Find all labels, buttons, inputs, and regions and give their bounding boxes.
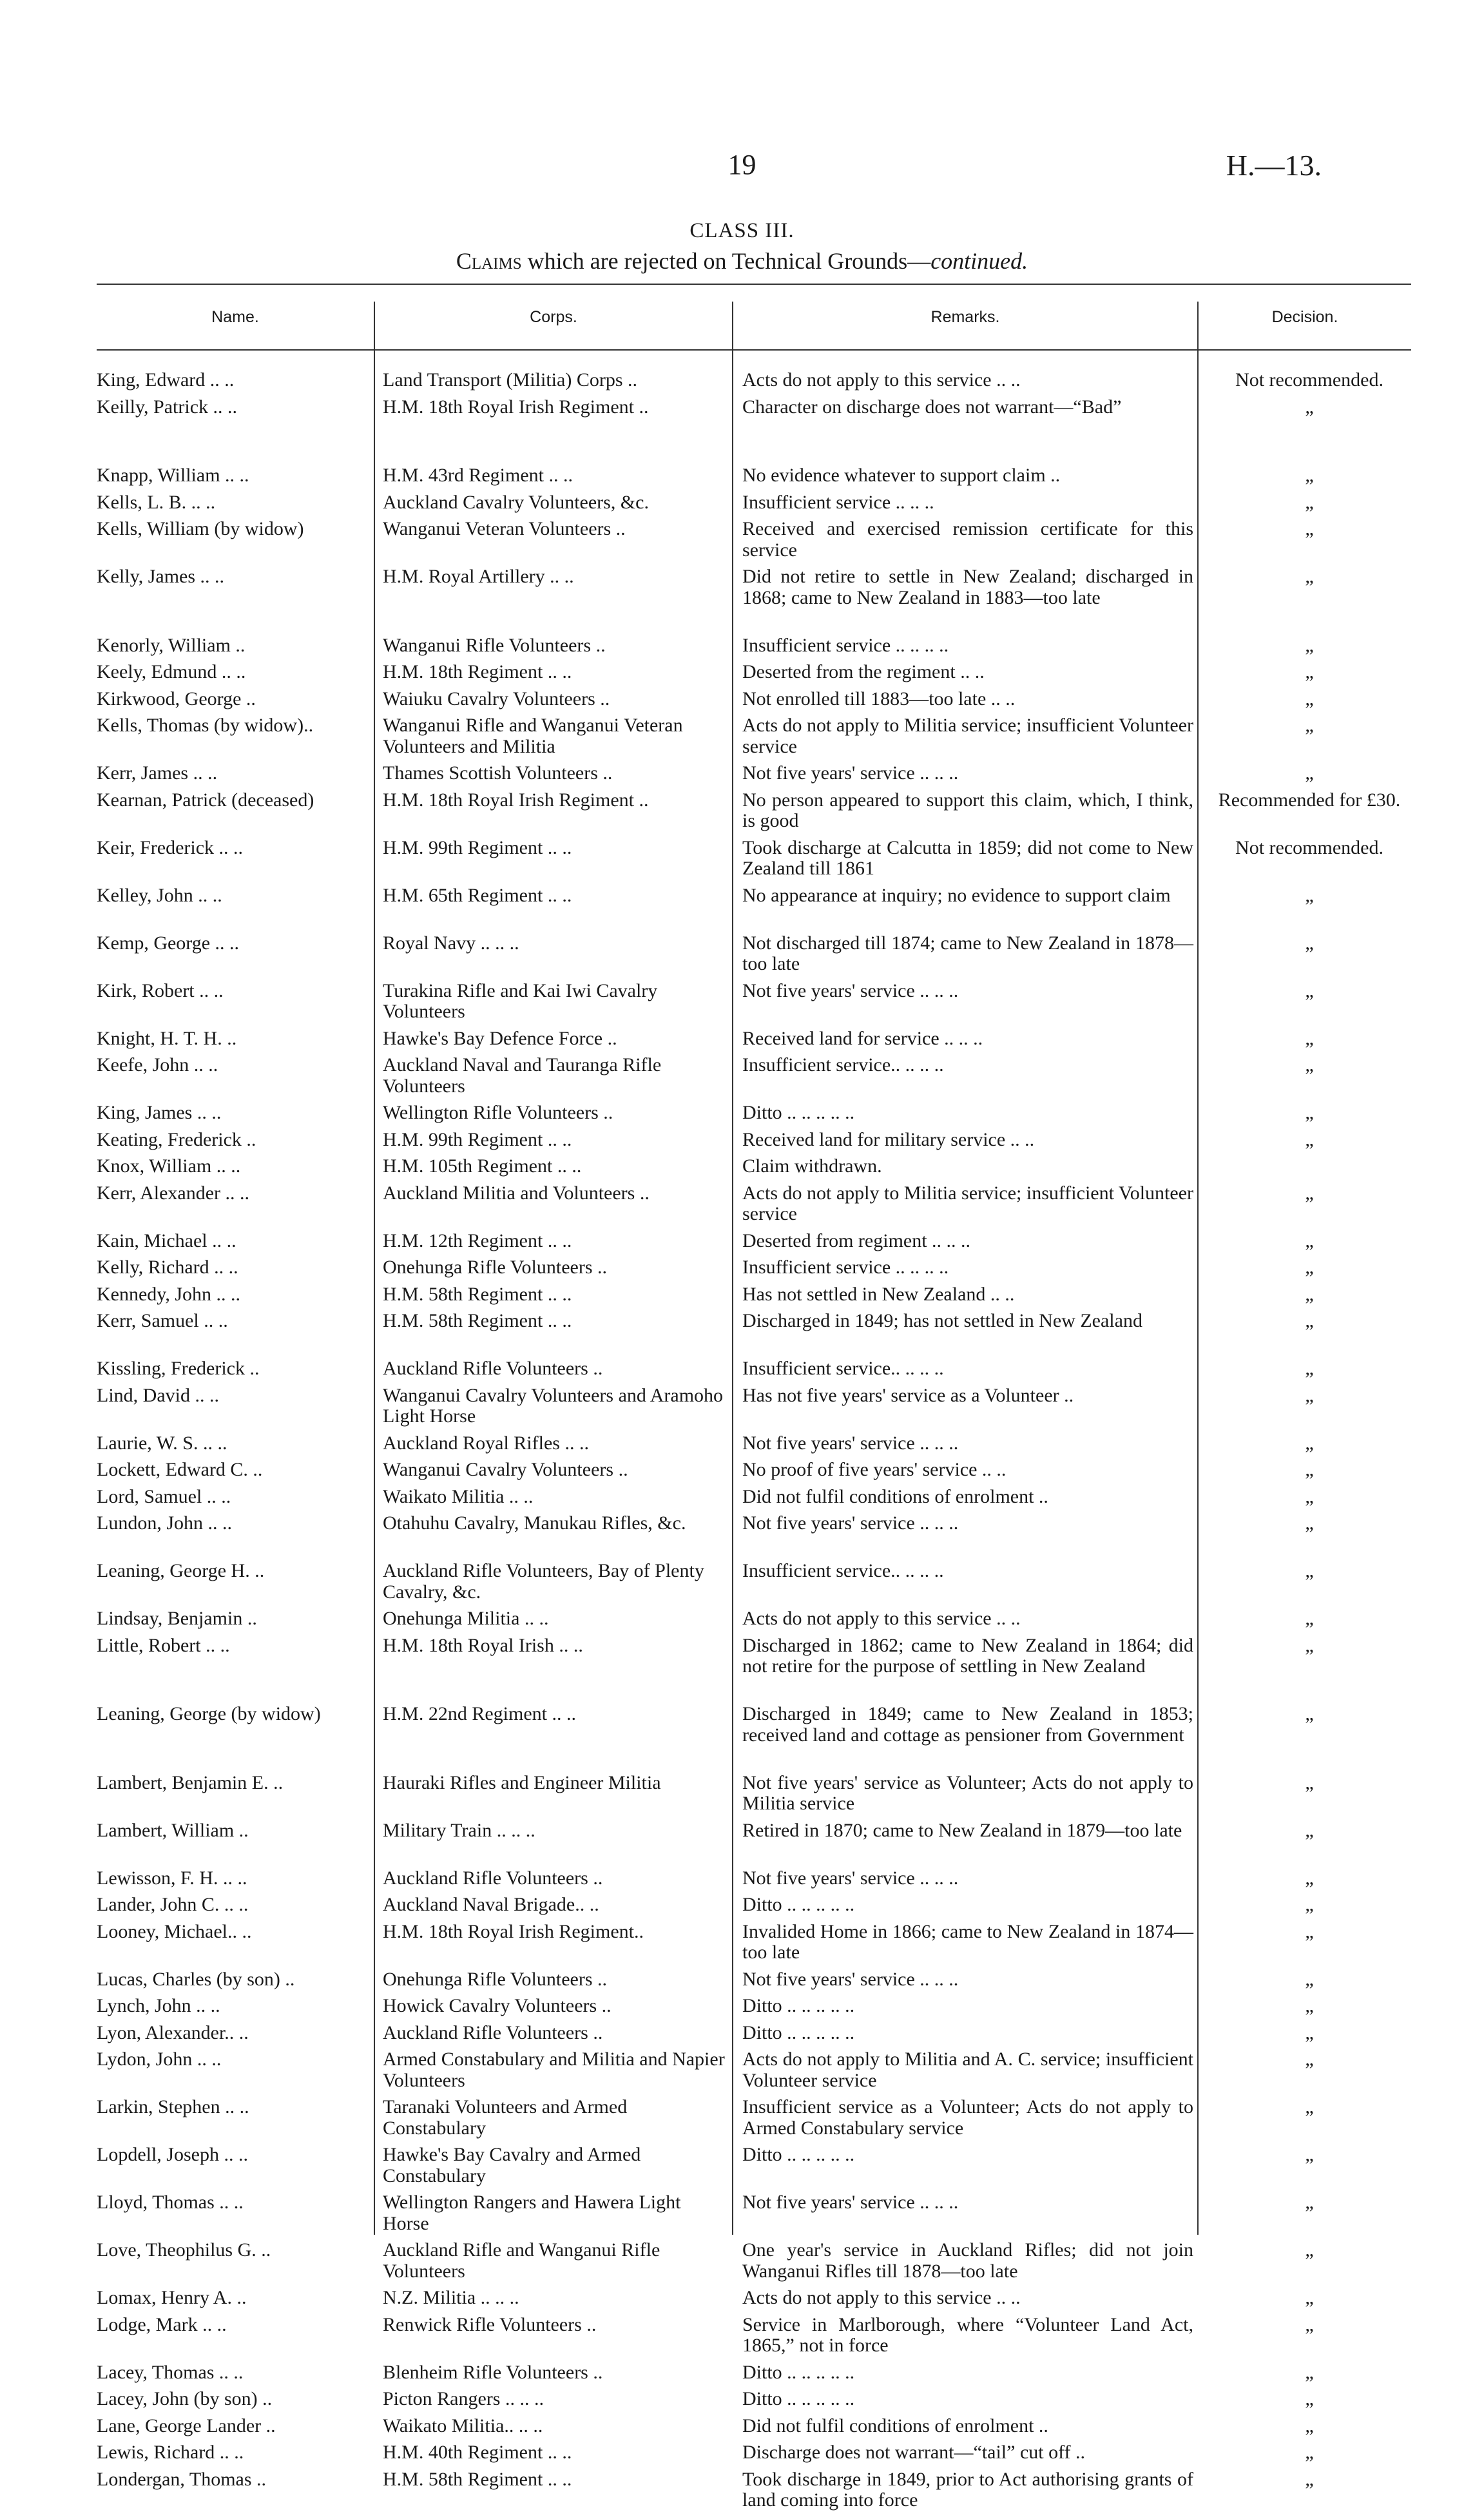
corps-name: Renwick Rifle Volunteers ..: [383, 2313, 597, 2335]
remarks-text: Not five years' service .. .. ..: [742, 1968, 959, 1990]
remarks-text: Invalided Home in 1866; came to New Zealand in 1874—too late: [742, 1920, 1193, 1963]
table-row: [97, 885, 1411, 933]
corps-name: Wanganui Cavalry Volunteers ..: [383, 1459, 628, 1480]
corps-name: Armed Constabulary and Militia and Napier Volunteers: [383, 2049, 725, 2091]
remarks-text: Acts do not apply to Militia service; insufficient Volunteer service: [742, 1182, 1193, 1224]
corps-name: Wellington Rifle Volunteers ..: [383, 1102, 613, 1123]
table-row: [97, 1773, 1411, 1820]
table-row: [97, 1028, 1411, 1056]
decision-text: „: [1305, 2049, 1314, 2070]
claimant-name: Kells, L. B. .. ..: [97, 491, 216, 513]
corps-name: H.M. 18th Royal Irish Regiment..: [383, 1920, 644, 1942]
decision-text: „: [1305, 688, 1314, 709]
claimant-name: Laurie, W. S. .. ..: [97, 1432, 227, 1454]
table-row: [97, 1311, 1411, 1358]
class-title: CLASS III.: [689, 219, 795, 242]
corps-name: Auckland Rifle Volunteers, Bay of Plenty Cavalry, &c.: [383, 1560, 704, 1603]
claimant-name: Lomax, Henry A. ..: [97, 2287, 247, 2308]
decision-text: „: [1305, 2239, 1314, 2261]
table-row: [97, 790, 1411, 838]
table-subtitle: [0, 247, 1484, 275]
corps-name: Auckland Cavalry Volunteers, &c.: [383, 491, 649, 513]
remarks-text: Ditto .. .. .. .. ..: [742, 2361, 855, 2383]
table-row: [97, 838, 1411, 885]
corps-name: Taranaki Volunteers and Armed Constabulary: [383, 2096, 628, 2139]
remarks-text: Not five years' service .. .. ..: [742, 762, 959, 784]
corps-name: Royal Navy .. .. ..: [383, 932, 519, 954]
table-row: [97, 1513, 1411, 1561]
claimant-name: Lydon, John .. ..: [97, 2049, 222, 2070]
table-row: [97, 1820, 1411, 1868]
corps-name: Turakina Rifle and Kai Iwi Cavalry Volunteers: [383, 979, 658, 1022]
claimant-name: Kemp, George .. ..: [97, 932, 240, 954]
decision-text: „: [1305, 2287, 1314, 2308]
subtitle-main: which are rejected on Technical Grounds—: [521, 248, 931, 274]
remarks-text: Retired in 1870; came to New Zealand in 1879—too late: [742, 1819, 1182, 1841]
remarks-text: Deserted from regiment .. .. ..: [742, 1230, 971, 1251]
table-row: [97, 397, 1411, 466]
corps-name: Waiuku Cavalry Volunteers ..: [383, 688, 610, 709]
corps-name: H.M. 58th Regiment .. ..: [383, 2468, 572, 2490]
decision-text: „: [1305, 715, 1314, 736]
table-row: [97, 1608, 1411, 1635]
remarks-text: Received land for service .. .. ..: [742, 1027, 983, 1049]
remarks-text: Insufficient service as a Volunteer; Acts do not apply to Armed Constabulary service: [742, 2096, 1193, 2139]
subtitle-continued: continued.: [930, 248, 1028, 274]
table-row: [97, 1103, 1411, 1130]
table-row: [97, 1635, 1411, 1704]
claimant-name: Kenorly, William ..: [97, 634, 246, 656]
table-row: [97, 566, 1411, 635]
decision-text: „: [1305, 2313, 1314, 2335]
corps-name: Hauraki Rifles and Engineer Militia: [383, 1771, 661, 1793]
remarks-text: Discharge does not warrant—“tail” cut off ..: [742, 2442, 1086, 2463]
claimant-name: Lacey, John (by son) ..: [97, 2388, 273, 2409]
corps-name: Picton Rangers .. .. ..: [383, 2388, 544, 2409]
table-row: [97, 2145, 1411, 2192]
table-row: [97, 763, 1411, 790]
remarks-text: Took discharge in 1849, prior to Act authorising grants of land coming into force: [742, 2468, 1193, 2511]
decision-text: „: [1305, 884, 1314, 906]
corps-name: Onehunga Rifle Volunteers ..: [383, 1257, 608, 1278]
remarks-text: Ditto .. .. .. .. ..: [742, 2021, 855, 2043]
remarks-text: Discharged in 1849; came to New Zealand in 1853; received land and cottage as pensioner from Government: [742, 1703, 1193, 1746]
claimant-name: Lander, John C. .. ..: [97, 1894, 249, 1915]
remarks-text: Discharged in 1849; has not settled in New Zealand: [742, 1310, 1142, 1331]
decision-text: „: [1305, 2361, 1314, 2383]
corps-name: Howick Cavalry Volunteers ..: [383, 1995, 612, 2016]
remarks-text: No appearance at inquiry; no evidence to support claim: [742, 884, 1171, 906]
corps-name: Onehunga Militia .. ..: [383, 1608, 549, 1629]
claimant-name: Lynch, John .. ..: [97, 1995, 220, 2016]
claims-table: [97, 284, 1411, 2511]
decision-text: „: [1305, 2388, 1314, 2409]
decision-text: „: [1305, 1054, 1314, 1075]
remarks-text: Ditto .. .. .. .. ..: [742, 2144, 855, 2165]
remarks-text: No proof of five years' service .. ..: [742, 1459, 1007, 1480]
remarks-text: Character on discharge does not warrant—“Bad”: [742, 396, 1122, 418]
claimant-name: Looney, Michael.. ..: [97, 1920, 252, 1942]
claimant-name: Kells, Thomas (by widow)..: [97, 715, 314, 736]
table-row: [97, 2023, 1411, 2050]
claimant-name: Little, Robert .. ..: [97, 1634, 230, 1656]
decision-text: Not recommended.: [1235, 836, 1383, 858]
remarks-text: Not five years' service .. .. ..: [742, 979, 959, 1001]
corps-name: Auckland Naval and Tauranga Rifle Volunteers: [383, 1054, 662, 1097]
claimant-name: Lundon, John .. ..: [97, 1512, 232, 1534]
corps-name: H.M. Royal Artillery .. ..: [383, 566, 574, 587]
table-top-rule: [97, 284, 1411, 285]
claimant-name: Lopdell, Joseph .. ..: [97, 2144, 248, 2165]
claimant-name: Lambert, William ..: [97, 1819, 249, 1841]
remarks-text: Deserted from the regiment .. ..: [742, 661, 985, 682]
claimant-name: Lacey, Thomas .. ..: [97, 2361, 244, 2383]
decision-text: Not recommended.: [1235, 369, 1383, 391]
table-row: [97, 1433, 1411, 1460]
remarks-text: Insufficient service .. .. ..: [742, 491, 934, 513]
decision-text: „: [1305, 1027, 1314, 1049]
remarks-text: Acts do not apply to this service .. ..: [742, 369, 1021, 391]
decision-text: „: [1305, 1102, 1314, 1123]
claimant-name: Kearnan, Patrick (deceased): [97, 789, 314, 811]
remarks-text: Service in Marlborough, where “Volunteer Land Act, 1865,” not in force: [742, 2313, 1193, 2356]
decision-text: „: [1305, 634, 1314, 656]
claimant-name: Kirkwood, George ..: [97, 688, 256, 709]
corps-name: Auckland Rifle Volunteers ..: [383, 1358, 603, 1379]
remarks-text: Insufficient service .. .. .. ..: [742, 1257, 949, 1278]
remarks-text: Discharged in 1862; came to New Zealand in 1864; did not retire for the purpose of settling in New Zealand: [742, 1634, 1193, 1677]
claimant-name: Knight, H. T. H. ..: [97, 1027, 237, 1049]
corps-name: Waikato Militia.. .. ..: [383, 2415, 543, 2436]
table-row: [97, 1460, 1411, 1487]
claimant-name: Kerr, James .. ..: [97, 762, 218, 784]
claimant-name: Keilly, Patrick .. ..: [97, 396, 238, 418]
table-row: [97, 2049, 1411, 2097]
decision-text: „: [1305, 762, 1314, 784]
decision-text: „: [1305, 979, 1314, 1001]
header-decision: Decision.: [1271, 308, 1338, 326]
remarks-text: Ditto .. .. .. .. ..: [742, 1995, 855, 2016]
remarks-text: Insufficient service.. .. .. ..: [742, 1560, 944, 1581]
corps-name: H.M. 99th Regiment .. ..: [383, 836, 572, 858]
header-remarks: Remarks.: [930, 308, 1000, 326]
claimant-name: Kells, William (by widow): [97, 518, 304, 539]
decision-text: „: [1305, 1634, 1314, 1656]
claimant-name: Lind, David .. ..: [97, 1384, 219, 1406]
table-row: [97, 635, 1411, 662]
remarks-text: Acts do not apply to this service .. ..: [742, 2287, 1021, 2308]
table-row: [97, 1996, 1411, 2023]
corps-name: H.M. 22nd Regiment .. ..: [383, 1703, 576, 1724]
claimant-name: Lockett, Edward C. ..: [97, 1459, 263, 1480]
remarks-text: Claim withdrawn.: [742, 1155, 882, 1177]
decision-text: „: [1305, 1128, 1314, 1150]
corps-name: Otahuhu Cavalry, Manukau Rifles, &c.: [383, 1512, 686, 1534]
table-row: [97, 1130, 1411, 1157]
remarks-text: Has not settled in New Zealand .. ..: [742, 1283, 1015, 1305]
decision-text: „: [1305, 491, 1314, 513]
header-name: Name.: [211, 308, 259, 326]
table-row: [97, 1561, 1411, 1608]
table-row: [97, 662, 1411, 689]
table-body: [97, 370, 1411, 2517]
claimant-name: Keely, Edmund .. ..: [97, 661, 246, 682]
claimant-name: Kirk, Robert .. ..: [97, 979, 224, 1001]
decision-text: „: [1305, 396, 1314, 418]
corps-name: Wanganui Veteran Volunteers ..: [383, 518, 626, 539]
corps-name: Hawke's Bay Cavalry and Armed Constabulary: [383, 2144, 641, 2186]
decision-text: „: [1305, 518, 1314, 539]
corps-name: Auckland Militia and Volunteers ..: [383, 1182, 650, 1204]
table-row: [97, 2442, 1411, 2469]
claimant-name: Kelley, John .. ..: [97, 884, 222, 906]
decision-text: „: [1305, 1920, 1314, 1942]
remarks-text: Did not fulfil conditions of enrolment ..: [742, 1485, 1048, 1507]
table-row: [97, 2097, 1411, 2145]
claimant-name: King, James .. ..: [97, 1102, 222, 1123]
remarks-text: Received and exercised remission certificate for this service: [742, 518, 1193, 561]
claimant-name: Larkin, Stephen .. ..: [97, 2096, 249, 2117]
claimant-name: Lord, Samuel .. ..: [97, 1485, 231, 1507]
table-row: [97, 492, 1411, 519]
table-row: [97, 2469, 1411, 2517]
decision-text: „: [1305, 1432, 1314, 1454]
decision-text: „: [1305, 1608, 1314, 1629]
corps-name: H.M. 58th Regiment .. ..: [383, 1283, 572, 1305]
decision-text: „: [1305, 1819, 1314, 1841]
decision-text: „: [1305, 2144, 1314, 2165]
corps-name: H.M. 105th Regiment .. ..: [383, 1155, 582, 1177]
decision-text: „: [1305, 1310, 1314, 1331]
remarks-text: Acts do not apply to this service .. ..: [742, 1608, 1021, 1629]
remarks-text: One year's service in Auckland Rifles; did not join Wanganui Rifles till 1878—too late: [742, 2239, 1193, 2282]
remarks-text: Not enrolled till 1883—too late .. ..: [742, 688, 1016, 709]
corps-name: Wanganui Rifle and Wanganui Veteran Volunteers and Militia: [383, 715, 683, 757]
remarks-text: No person appeared to support this claim, which, I think, is good: [742, 789, 1193, 831]
remarks-text: Insufficient service.. .. .. ..: [742, 1358, 944, 1379]
decision-text: „: [1305, 1771, 1314, 1793]
remarks-text: Not discharged till 1874; came to New Zealand in 1878—too late: [742, 932, 1193, 974]
corps-name: Auckland Rifle Volunteers ..: [383, 1867, 603, 1889]
remarks-text: Not five years' service .. .. ..: [742, 2192, 959, 2213]
corps-name: Military Train .. .. ..: [383, 1819, 535, 1841]
table-row: [97, 933, 1411, 981]
decision-text: „: [1305, 1459, 1314, 1480]
table-row: [97, 1231, 1411, 1258]
decision-text: „: [1305, 2096, 1314, 2117]
corps-name: Auckland Rifle Volunteers ..: [383, 2021, 603, 2043]
corps-name: H.M. 18th Regiment .. ..: [383, 661, 572, 682]
subtitle-claims: Claims: [456, 248, 522, 274]
decision-text: „: [1305, 661, 1314, 682]
table-row: [97, 2389, 1411, 2416]
table-row: [97, 2240, 1411, 2288]
claimant-name: Knox, William .. ..: [97, 1155, 241, 1177]
table-row: [97, 715, 1411, 763]
decision-text: „: [1305, 2021, 1314, 2043]
claimant-name: Kennedy, John .. ..: [97, 1283, 241, 1305]
table-row: [97, 981, 1411, 1028]
table-row: [97, 1487, 1411, 1514]
remarks-text: Acts do not apply to Militia service; insufficient Volunteer service: [742, 715, 1193, 757]
decision-text: „: [1305, 1384, 1314, 1406]
decision-text: Recommended for £30.: [1218, 789, 1401, 811]
decision-text: „: [1305, 1283, 1314, 1305]
decision-text: „: [1305, 2415, 1314, 2436]
claimant-name: Londergan, Thomas ..: [97, 2468, 267, 2490]
decision-text: „: [1305, 1995, 1314, 2016]
table-row: [97, 1969, 1411, 1996]
table-row: [97, 370, 1411, 397]
corps-name: H.M. 58th Regiment .. ..: [383, 1310, 572, 1331]
remarks-text: Received land for military service .. ..: [742, 1128, 1035, 1150]
corps-name: H.M. 40th Regiment .. ..: [383, 2442, 572, 2463]
corps-name: Hawke's Bay Defence Force ..: [383, 1027, 617, 1049]
claimant-name: Kerr, Alexander .. ..: [97, 1182, 250, 1204]
corps-name: H.M. 18th Royal Irish Regiment ..: [383, 396, 649, 418]
table-row: [97, 519, 1411, 566]
table-row: [97, 689, 1411, 716]
claimant-name: Lodge, Mark .. ..: [97, 2313, 227, 2335]
remarks-text: Not five years' service .. .. ..: [742, 1512, 959, 1534]
corps-name: Blenheim Rifle Volunteers ..: [383, 2361, 603, 2383]
table-row: [97, 1358, 1411, 1385]
claimant-name: Lambert, Benjamin E. ..: [97, 1771, 284, 1793]
claimant-name: Lucas, Charles (by son) ..: [97, 1968, 295, 1990]
corps-name: N.Z. Militia .. .. ..: [383, 2287, 519, 2308]
document-id: H.—13.: [1226, 149, 1322, 182]
decision-text: „: [1305, 1230, 1314, 1251]
table-row: [97, 2192, 1411, 2240]
remarks-text: Not five years' service .. .. ..: [742, 1867, 959, 1889]
table-row: [97, 1156, 1411, 1183]
decision-text: „: [1305, 1182, 1314, 1204]
remarks-text: Took discharge at Calcutta in 1859; did not come to New Zealand till 1861: [742, 836, 1193, 879]
table-row: [97, 465, 1411, 492]
table-row: [97, 1895, 1411, 1922]
decision-text: „: [1305, 1867, 1314, 1889]
corps-name: Auckland Naval Brigade.. ..: [383, 1894, 599, 1915]
claimant-name: Kain, Michael .. ..: [97, 1230, 236, 1251]
corps-name: Auckland Royal Rifles .. ..: [383, 1432, 589, 1454]
claimant-name: Lewisson, F. H. .. ..: [97, 1867, 247, 1889]
table-row: [97, 1257, 1411, 1284]
claimant-name: Leaning, George H. ..: [97, 1560, 265, 1581]
claimant-name: Keating, Frederick ..: [97, 1128, 256, 1150]
remarks-text: Not five years' service .. .. ..: [742, 1432, 959, 1454]
remarks-text: Not five years' service as Volunteer; Acts do not apply to Militia service: [742, 1771, 1193, 1814]
corps-name: H.M. 12th Regiment .. ..: [383, 1230, 572, 1251]
decision-text: „: [1305, 1894, 1314, 1915]
table-row: [97, 1922, 1411, 1969]
remarks-text: Ditto .. .. .. .. ..: [742, 2388, 855, 2409]
corps-name: H.M. 65th Regiment .. ..: [383, 884, 572, 906]
remarks-text: Has not five years' service as a Volunteer ..: [742, 1384, 1074, 1406]
claimant-name: Lane, George Lander ..: [97, 2415, 276, 2436]
decision-text: „: [1305, 2192, 1314, 2213]
claimant-name: King, Edward .. ..: [97, 369, 235, 391]
table-row: [97, 2315, 1411, 2362]
remarks-text: Did not retire to settle in New Zealand; discharged in 1868; came to New Zealand in 1883—too late: [742, 566, 1193, 608]
claimant-name: Keefe, John .. ..: [97, 1054, 218, 1075]
remarks-text: Insufficient service.. .. .. ..: [742, 1054, 944, 1075]
table-row: [97, 1704, 1411, 1773]
table-row: [97, 2288, 1411, 2315]
corps-name: H.M. 43rd Regiment .. ..: [383, 465, 573, 486]
decision-text: „: [1305, 465, 1314, 486]
claimant-name: Lloyd, Thomas .. ..: [97, 2192, 244, 2213]
table-row: [97, 2416, 1411, 2443]
claimant-name: Lyon, Alexander.. ..: [97, 2021, 249, 2043]
table-row: [97, 1055, 1411, 1103]
decision-text: „: [1305, 1485, 1314, 1507]
decision-text: „: [1305, 932, 1314, 954]
claimant-name: Lindsay, Benjamin ..: [97, 1608, 257, 1629]
decision-text: „: [1305, 1560, 1314, 1581]
claimant-name: Kissling, Frederick ..: [97, 1358, 260, 1379]
claimant-name: Kelly, Richard .. ..: [97, 1257, 238, 1278]
remarks-text: Acts do not apply to Militia and A. C. service; insufficient Volunteer service: [742, 2049, 1193, 2091]
decision-text: „: [1305, 2442, 1314, 2463]
decision-text: „: [1305, 1512, 1314, 1534]
claimant-name: Keir, Frederick .. ..: [97, 836, 244, 858]
decision-text: „: [1305, 1703, 1314, 1724]
table-header-rule: [97, 349, 1411, 351]
corps-name: H.M. 99th Regiment .. ..: [383, 1128, 572, 1150]
corps-name: Wellington Rangers and Hawera Light Horse: [383, 2192, 681, 2234]
table-row: [97, 1868, 1411, 1895]
remarks-text: No evidence whatever to support claim ..: [742, 465, 1061, 486]
header-corps: Corps.: [530, 308, 577, 326]
remarks-text: Did not fulfil conditions of enrolment ..: [742, 2415, 1048, 2436]
corps-name: Onehunga Rifle Volunteers ..: [383, 1968, 608, 1990]
page-number: 19: [728, 149, 756, 180]
remarks-text: Insufficient service .. .. .. ..: [742, 634, 949, 656]
corps-name: Land Transport (Militia) Corps ..: [383, 369, 637, 391]
corps-name: Auckland Rifle and Wanganui Rifle Volunteers: [383, 2239, 660, 2282]
corps-name: Waikato Militia .. ..: [383, 1485, 534, 1507]
claimant-name: Kelly, James .. ..: [97, 566, 225, 587]
claimant-name: Lewis, Richard .. ..: [97, 2442, 244, 2463]
decision-text: „: [1305, 1257, 1314, 1278]
table-row: [97, 2362, 1411, 2389]
decision-text: „: [1305, 1968, 1314, 1990]
decision-text: „: [1305, 2468, 1314, 2490]
decision-text: „: [1305, 1358, 1314, 1379]
corps-name: H.M. 18th Royal Irish Regiment ..: [383, 789, 649, 811]
claimant-name: Knapp, William .. ..: [97, 465, 249, 486]
table-row: [97, 1385, 1411, 1433]
table-row: [97, 1183, 1411, 1231]
remarks-text: Ditto .. .. .. .. ..: [742, 1102, 855, 1123]
remarks-text: Ditto .. .. .. .. ..: [742, 1894, 855, 1915]
corps-name: H.M. 18th Royal Irish .. ..: [383, 1634, 583, 1656]
corps-name: Thames Scottish Volunteers ..: [383, 762, 613, 784]
claimant-name: Love, Theophilus G. ..: [97, 2239, 271, 2261]
table-row: [97, 1284, 1411, 1311]
claimant-name: Kerr, Samuel .. ..: [97, 1310, 228, 1331]
corps-name: Wanganui Cavalry Volunteers and Aramoho Light Horse: [383, 1384, 724, 1427]
claimant-name: Leaning, George (by widow): [97, 1703, 321, 1724]
corps-name: Wanganui Rifle Volunteers ..: [383, 634, 606, 656]
decision-text: „: [1305, 566, 1314, 587]
